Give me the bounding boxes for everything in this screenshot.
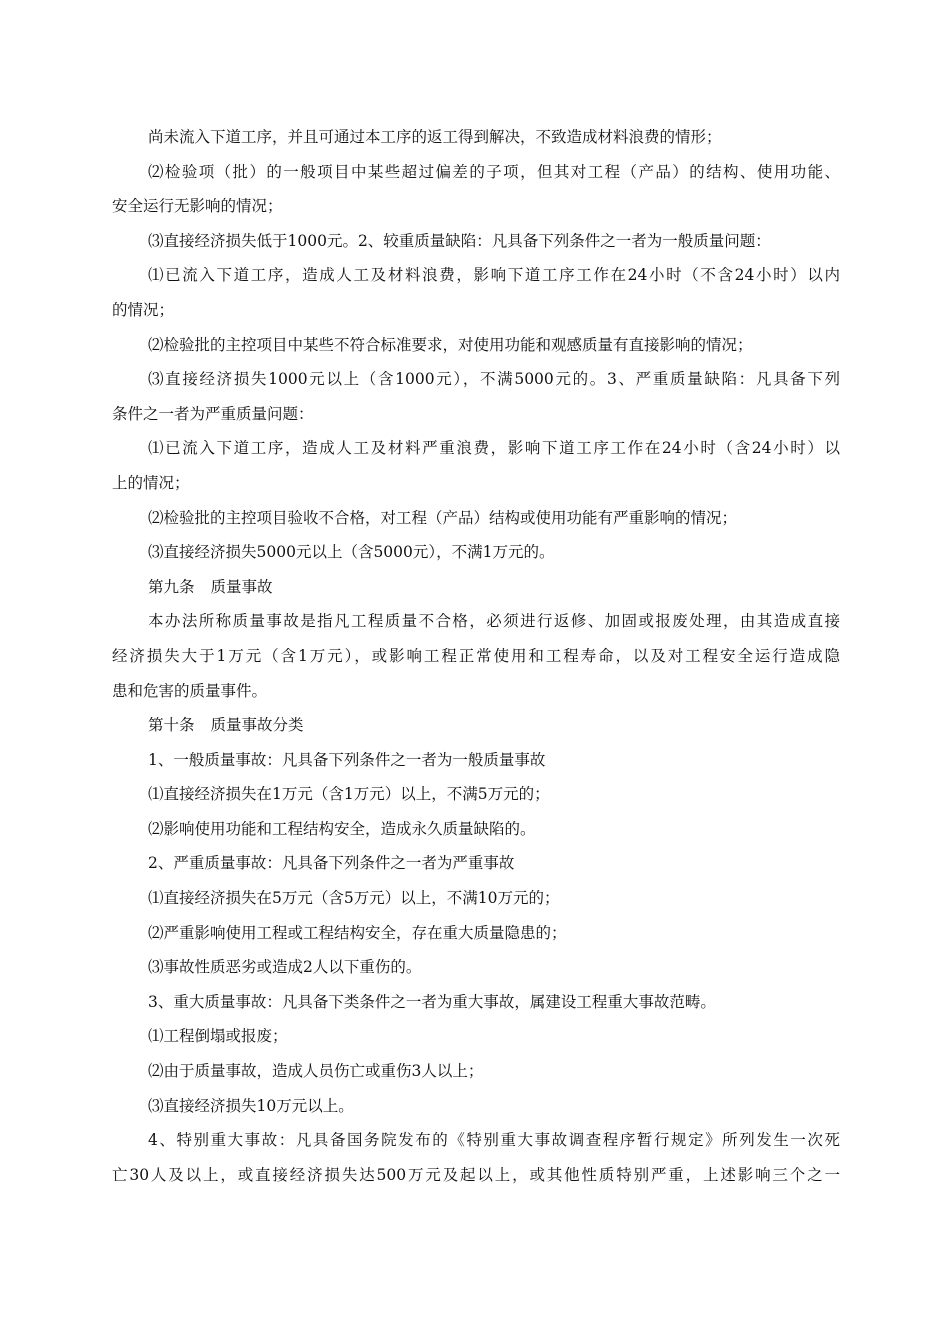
paragraph-line: 1、一般质量事故：凡具备下列条件之一者为一般质量事故 — [148, 750, 546, 769]
article-title: 质量事故分类 — [210, 716, 304, 735]
paragraph-line: 安全运行无影响的情况； — [112, 197, 283, 216]
paragraph-line: ⑴工程倒塌或报废； — [148, 1027, 288, 1046]
paragraph-line: 尚未流入下道工序，并且可通过本工序的返工得到解决，不致造成材料浪费的情形； — [148, 128, 722, 146]
paragraph-line: ⑵严重影响使用工程或工程结构安全，存在重大质量隐患的； — [148, 923, 567, 942]
paragraph-line: ⑶直接经济损失1000元以上（含1000元），不满5000元的。3、严重质量缺陷：凡具备下列 — [148, 370, 840, 389]
paragraph-line: 3、重大质量事故：凡具备下类条件之一者为重大事故，属建设工程重大事故范畴。 — [148, 992, 716, 1011]
paragraph-line: ⑶直接经济损失低于1000元。2、较重质量缺陷：凡具备下列条件之一者为一般质量问题： — [148, 231, 771, 250]
paragraph-line: ⑴直接经济损失在5万元（含5万元）以上，不满10万元的； — [148, 889, 560, 908]
paragraph-line: 4、特别重大事故：凡具备国务院发布的《特别重大事故调查程序暂行规定》所列发生一次死 — [148, 1131, 840, 1150]
article-heading-10 — [112, 708, 840, 743]
paragraph-line: 经济损失大于1万元（含1万元），或影响工程正常使用和工程寿命，以及对工程安全运行造成隐 — [112, 646, 840, 665]
paragraph-line: ⑶直接经济损失5000元以上（含5000元），不满1万元的。 — [148, 543, 555, 562]
paragraph-line: 2、严重质量事故：凡具备下列条件之一者为严重事故 — [148, 854, 515, 873]
paragraph-line: 的情况； — [112, 300, 175, 319]
paragraph-line: ⑵由于质量事故，造成人员伤亡或重伤3人以上； — [148, 1062, 484, 1081]
paragraph-line: 亡30人及以上，或直接经济损失达500万元及起以上，或其他性质特别严重，上述影响三个之一 — [112, 1165, 840, 1184]
article-title: 质量事故 — [210, 577, 273, 596]
paragraph-line: ⑵检验项（批）的一般项目中某些超过偏差的子项，但其对工程（产品）的结构、使用功能、 — [148, 162, 840, 181]
paragraph-line: ⑶直接经济损失10万元以上。 — [148, 1096, 354, 1115]
paragraph-line: ⑵检验批的主控项目中某些不符合标准要求，对使用功能和观感质量有直接影响的情况； — [148, 335, 753, 354]
paragraph-line: 条件之一者为严重质量问题： — [112, 404, 314, 423]
paragraph-line: ⑴直接经济损失在1万元（含1万元）以上，不满5万元的； — [148, 785, 550, 804]
paragraph-line: ⑵影响使用功能和工程结构安全，造成永久质量缺陷的。 — [148, 819, 536, 838]
paragraph-line: 患和危害的质量事件。 — [112, 681, 268, 700]
article-number: 第十条 — [148, 716, 195, 735]
document-body — [112, 120, 840, 1192]
paragraph-line: ⑴已流入下道工序，造成人工及材料严重浪费，影响下道工序工作在24小时（含24小时）以 — [148, 439, 840, 458]
paragraph-line: 上的情况； — [112, 473, 190, 492]
paragraph-line: ⑶事故性质恶劣或造成2人以下重伤的。 — [148, 958, 422, 977]
article-heading-9 — [112, 570, 840, 605]
article-number: 第九条 — [148, 577, 195, 596]
paragraph-line: ⑴已流入下道工序，造成人工及材料浪费，影响下道工序工作在24小时（不含24小时）以内 — [148, 266, 840, 285]
paragraph-line: 本办法所称质量事故是指凡工程质量不合格，必须进行返修、加固或报废处理，由其造成直接 — [148, 612, 840, 631]
paragraph-line: ⑵检验批的主控项目验收不合格，对工程（产品）结构或使用功能有严重影响的情况； — [148, 508, 738, 527]
